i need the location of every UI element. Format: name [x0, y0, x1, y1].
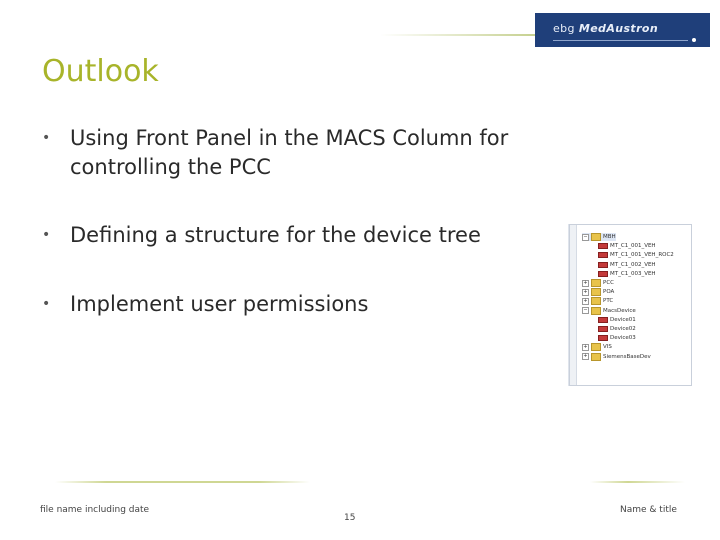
bullet-item	[42, 221, 602, 250]
footer-name-title: Name & title	[620, 505, 677, 515]
device-icon	[598, 326, 608, 332]
tree-device-node	[598, 270, 656, 278]
tree-node-label: MT_C1_002_VEH	[610, 261, 656, 268]
bullet-marker: •	[42, 296, 51, 312]
tree-node-label: PTC	[603, 298, 614, 305]
tree-expander-icon: +	[583, 279, 588, 286]
tree-device-node	[598, 242, 656, 250]
device-icon	[598, 243, 608, 249]
footer-accent-line-right	[590, 481, 685, 483]
tree-node-label: Device01	[610, 316, 636, 323]
device-icon	[598, 335, 608, 341]
tree-folder-node	[582, 297, 613, 305]
logo-dot	[692, 38, 696, 42]
tree-node-label: POA	[603, 289, 615, 296]
tree-node-label: MT_C1_003_VEH	[610, 270, 656, 277]
header-accent-line	[380, 34, 540, 36]
folder-icon	[591, 233, 601, 241]
tree-expander-icon: −	[583, 307, 588, 314]
bullet-text: Defining a structure for the device tree	[70, 223, 481, 247]
bullet-text: Using Front Panel in the MACS Column for controlling the PCC	[70, 126, 509, 179]
device-icon	[598, 252, 608, 258]
tree-node-label: Device03	[610, 335, 636, 342]
bullet-item	[42, 290, 602, 319]
tree-folder-node	[582, 279, 614, 287]
logo-underline	[553, 40, 688, 41]
tree-expander-icon: +	[583, 353, 588, 360]
tree-device-node	[598, 261, 656, 269]
bullet-text: Implement user permissions	[70, 292, 369, 316]
device-tree-screenshot	[569, 224, 692, 386]
tree-node-label: MBH	[603, 234, 616, 240]
folder-icon	[591, 288, 601, 296]
tree-folder-node	[582, 233, 616, 241]
tree-node-label: MT_C1_001_VEH	[610, 243, 656, 250]
tree-node-label: MacsDevice	[603, 307, 636, 314]
slide-title: Outlook	[42, 54, 159, 89]
tree-expander-icon: +	[583, 288, 588, 295]
tree-node-label: PCC	[603, 280, 614, 286]
bullet-marker: •	[42, 227, 51, 243]
tree-node-label: MT_C1_001_VEH_ROC2	[610, 252, 674, 259]
tree-left-gutter	[570, 225, 577, 385]
page-number: 15	[344, 513, 356, 523]
folder-icon	[591, 297, 601, 305]
tree-device-node	[598, 334, 636, 342]
logo-brand: MedAustron	[578, 22, 659, 35]
bullet-item	[42, 124, 602, 182]
folder-icon	[591, 343, 601, 351]
tree-folder-node	[582, 353, 651, 361]
footer-accent-line-left	[55, 481, 310, 483]
footer-file-name: file name including date	[40, 505, 150, 515]
device-icon	[598, 262, 608, 268]
tree-folder-node	[582, 343, 612, 351]
logo-prefix: ebg	[553, 22, 575, 35]
tree-device-node	[598, 251, 674, 259]
tree-node-label: Device02	[610, 326, 636, 332]
tree-node-label: SiemensBaseDev	[603, 353, 651, 360]
tree-folder-node	[582, 307, 636, 315]
logo-text	[553, 22, 658, 35]
tree-node-label: VIS	[603, 344, 612, 351]
tree-expander-icon: −	[583, 233, 588, 240]
tree-folder-node	[582, 288, 614, 296]
tree-device-node	[598, 316, 636, 324]
bullet-marker: •	[42, 130, 51, 146]
device-icon	[598, 271, 608, 277]
tree-expander-icon: +	[583, 297, 588, 304]
tree-expander-icon: +	[583, 343, 588, 350]
folder-icon	[591, 279, 601, 287]
tree-device-node	[598, 325, 636, 333]
device-icon	[598, 317, 608, 323]
folder-icon	[591, 307, 601, 315]
medaustron-logo	[535, 13, 710, 47]
folder-icon	[591, 353, 601, 361]
